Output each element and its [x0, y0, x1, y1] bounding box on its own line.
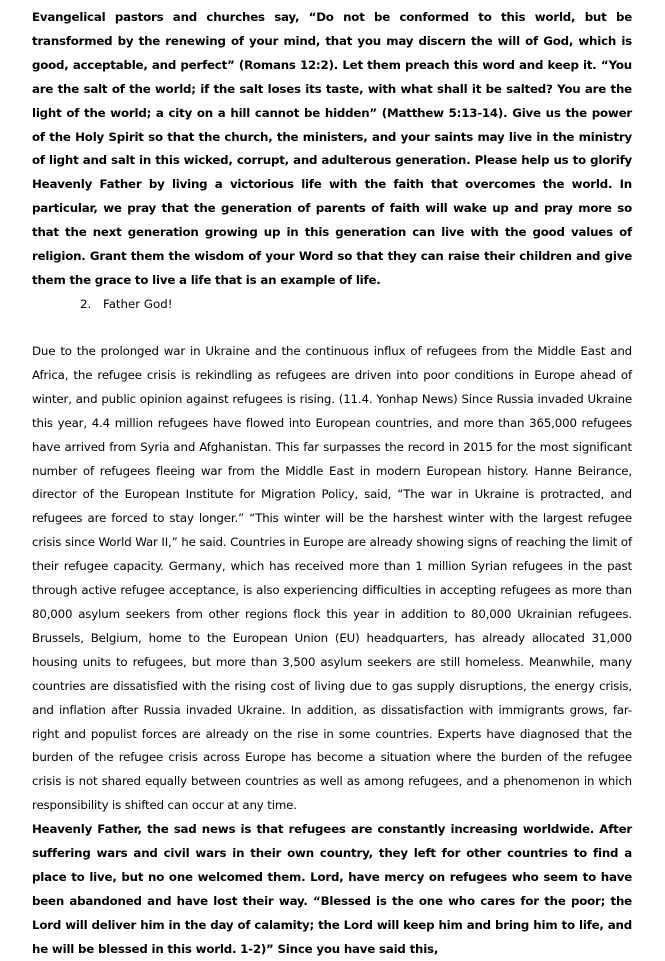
section-heading [80, 292, 172, 316]
section-title: Father God! [103, 297, 173, 311]
section-number: 2. [80, 297, 92, 311]
prayer-intro-paragraph: Evangelical pastors and churches say, “Do not be conformed to this world, but be transformed by the renewing of your mind, that you may discern the will of God, which is good, acceptable, and perfect” (Romans 12:2). Let them preach this word and keep it. “You are the salt of the world; if the salt loses its taste, with what shall it be salted? You are the light of the world; a city on a hill cannot be hidden” (Matthew 5:13-14). Give us the power of the Holy Spirit so that the church, the ministers, and your saints may live in the ministry of light and salt in this wicked, corrupt, and adulterous generation. Please help us to glorify Heavenly Father by living a victorious life with the faith that overcomes the world. In particular, we pray that the generation of parents of faith will wake up and pray more so that the next generation growing up in this generation can live with the good values of religion. Grant them the wisdom of your Word so that they can raise their children and give them the grace to live a life that is an example of life. [32, 10, 632, 287]
refugee-prayer-paragraph: Heavenly Father, the sad news is that refugees are constantly increasing worldwide. After suffering wars and civil wars in their own country, they left for other countries to find a place to live, but no one welcomed them. Lord, have mercy on refugees who seem to have been abandoned and have lost their way. “Blessed is the one who cares for the poor; the Lord will deliver him in the day of calamity; the Lord will keep him and bring him to life, and he will be blessed in this world. 1-2)” Since you have said this, [32, 822, 632, 956]
refugee-report-paragraph: Due to the prolonged war in Ukraine and the continuous influx of refugees from the Middle East and Africa, the refugee crisis is rekindling as refugees are driven into poor conditions in Europe ahead of winter, and public opinion against refugees is rising. (11.4. Yonhap News) Since Russia invaded Ukraine this year, 4.4 million refugees have flowed into European countries, and more than 365,000 refugees have arrived from Syria and Afghanistan. This far surpasses the record in 2015 for the most significant number of refugees fleeing war from the Middle East in modern European history. Hanne Beirance, director of the European Institute for Migration Policy, said, “The war in Ukraine is protracted, and refugees are forced to stay longer.” “This winter will be the harshest winter with the largest refugee crisis since World War II,” he said. Countries in Europe are already showing signs of reaching the limit of their refugee capacity. Germany, which has received more than 1 million Syrian refugees in the past through active refugee acceptance, is also experiencing difficulties in accepting refugees as more than 80,000 asylum seekers from other regions flock this year in addition to 80,000 Ukrainian refugees. Brussels, Belgium, home to the European Union (EU) headquarters, has already allocated 31,000 housing units to refugees, but more than 3,500 asylum seekers are still homeless. Meanwhile, many countries are dissatisfied with the rising cost of living due to gas supply disruptions, the energy crisis, and inflation after Russia invaded Ukraine. In addition, as dissatisfaction with immigrants grows, far-right and populist forces are already on the rise in some countries. Experts have diagnosed that the burden of the refugee crisis across Europe has become a situation where the burden of the refugee crisis is not shared equally between countries as well as among refugees, and a phenomenon in which responsibility is shifted can occur at any time. [32, 344, 632, 813]
